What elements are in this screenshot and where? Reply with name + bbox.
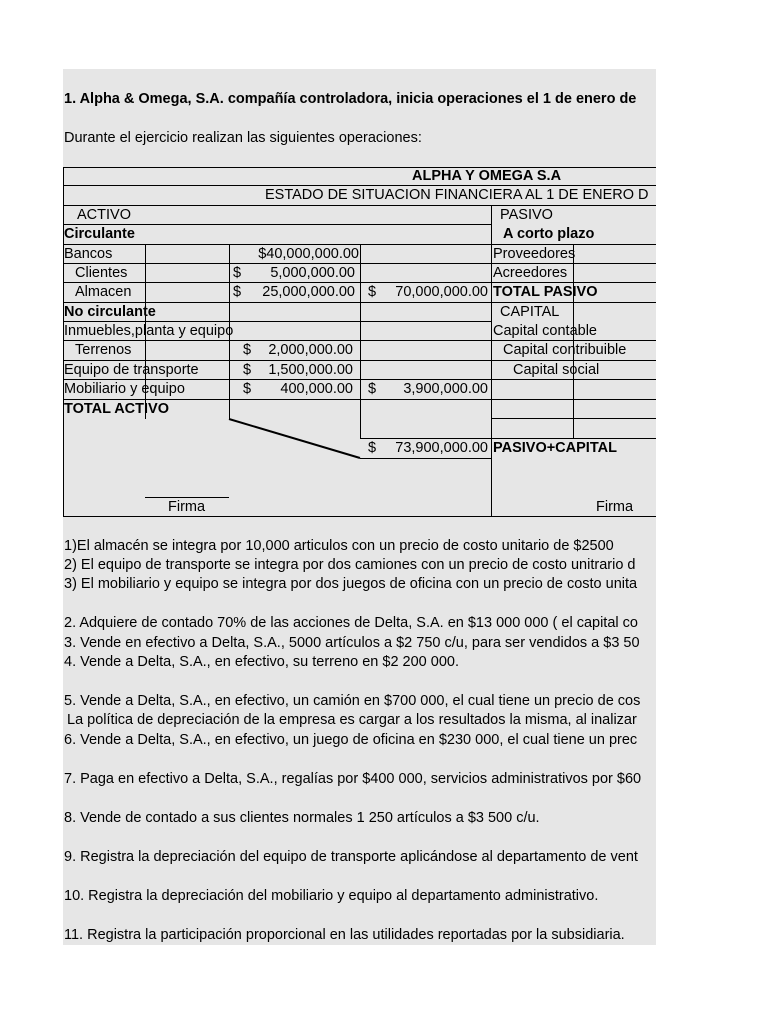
grand-total-amount: 73,900,000.00 bbox=[395, 440, 488, 456]
note-2: 2) El equipo de transporte se integra por dos camiones con un precio de costo unitrario d bbox=[64, 557, 636, 573]
grand-total-currency: $ bbox=[368, 440, 377, 456]
bancos-amount: $40,000,000.00 bbox=[258, 246, 359, 262]
no-circulante-label: No circulante bbox=[64, 304, 156, 320]
terrenos-amount: 2,000,000.00 bbox=[268, 342, 353, 358]
operation-9: 9. Registra la depreciación del equipo de transporte aplicándose al departamento de vent bbox=[64, 849, 638, 865]
spreadsheet-sheet bbox=[63, 69, 656, 945]
company-title: ALPHA Y OMEGA S.A bbox=[412, 168, 562, 184]
exercise-heading: 1. Alpha & Omega, S.A. compañía controladora, inicia operaciones el 1 de enero de bbox=[64, 91, 637, 107]
mobiliario-label: Mobiliario y equipo bbox=[64, 381, 185, 397]
operation-8: 8. Vende de contado a sus clientes normales 1 250 artículos a $3 500 c/u. bbox=[64, 810, 540, 826]
terrenos-currency: $ bbox=[243, 342, 252, 358]
equipo-transporte-currency: $ bbox=[243, 362, 252, 378]
mobiliario-amount: 400,000.00 bbox=[280, 381, 353, 397]
acreedores-label: Acreedores bbox=[493, 265, 568, 281]
no-circulante-total-currency: $ bbox=[368, 381, 377, 397]
activo-label: ACTIVO bbox=[77, 207, 131, 223]
capital-label: CAPITAL bbox=[500, 304, 560, 320]
operation-11: 11. Registra la participación proporcional en las utilidades reportadas por la subsidiaria. bbox=[64, 927, 625, 943]
operation-4: 4. Vende a Delta, S.A., en efectivo, su terreno en $2 200 000. bbox=[64, 654, 459, 670]
note-3: 3) El mobiliario y equipo se integra por dos juegos de oficina con un precio de costo unita bbox=[64, 576, 638, 592]
statement-subtitle: ESTADO DE SITUACION FINANCIERA AL 1 DE ENERO D bbox=[265, 187, 649, 203]
total-activo-label: TOTAL ACTIVO bbox=[64, 401, 169, 417]
inmuebles-label: Inmuebles,planta y equipo bbox=[64, 323, 234, 339]
operation-5-depreciation-policy: La política de depreciación de la empresa es cargar a los resultados la misma, al inalizar bbox=[67, 712, 637, 728]
firma-right-label: Firma bbox=[596, 499, 634, 515]
operation-10: 10. Registra la depreciación del mobiliario y equipo al departamento administrativo. bbox=[64, 888, 599, 904]
equipo-transporte-label: Equipo de transporte bbox=[64, 362, 199, 378]
clientes-currency: $ bbox=[233, 265, 242, 281]
circulante-total-currency: $ bbox=[368, 284, 377, 300]
clientes-label: Clientes bbox=[75, 265, 128, 281]
terrenos-label: Terrenos bbox=[75, 342, 132, 358]
almacen-amount: 25,000,000.00 bbox=[262, 284, 355, 300]
pasivo-label: PASIVO bbox=[500, 207, 553, 223]
bancos-label: Bancos bbox=[64, 246, 113, 262]
intro-text: Durante el ejercicio realizan las siguientes operaciones: bbox=[64, 130, 422, 146]
operation-3: 3. Vende en efectivo a Delta, S.A., 5000 artículos a $2 750 c/u, para ser vendidos a $3 50 bbox=[64, 635, 640, 651]
no-circulante-total-amount: 3,900,000.00 bbox=[403, 381, 488, 397]
operation-5: 5. Vende a Delta, S.A., en efectivo, un camión en $700 000, el cual tiene un precio de cos bbox=[64, 693, 641, 709]
operation-6: 6. Vende a Delta, S.A., en efectivo, un juego de oficina en $230 000, el cual tiene un prec bbox=[64, 732, 638, 748]
pasivo-capital-label: PASIVO+CAPITAL bbox=[493, 440, 617, 456]
capital-contribuible-label: Capital contribuible bbox=[503, 342, 627, 358]
clientes-amount: 5,000,000.00 bbox=[270, 265, 355, 281]
equipo-transporte-amount: 1,500,000.00 bbox=[268, 362, 353, 378]
almacen-currency: $ bbox=[233, 284, 242, 300]
almacen-label: Almacen bbox=[75, 284, 132, 300]
corto-plazo-label: A corto plazo bbox=[503, 226, 595, 242]
firma-left-label: Firma bbox=[168, 499, 206, 515]
mobiliario-currency: $ bbox=[243, 381, 252, 397]
circulante-total-amount: 70,000,000.00 bbox=[395, 284, 488, 300]
circulante-label: Circulante bbox=[64, 226, 135, 242]
operation-2: 2. Adquiere de contado 70% de las acciones de Delta, S.A. en $13 000 000 ( el capital co bbox=[64, 615, 638, 631]
capital-contable-label: Capital contable bbox=[493, 323, 597, 339]
proveedores-label: Proveedores bbox=[493, 246, 576, 262]
note-1: 1)El almacén se integra por 10,000 articulos con un precio de costo unitario de $2500 bbox=[64, 538, 614, 554]
total-pasivo-label: TOTAL PASIVO bbox=[493, 284, 598, 300]
capital-social-label: Capital social bbox=[513, 362, 600, 378]
operation-7: 7. Paga en efectivo a Delta, S.A., regalías por $400 000, servicios administrativos por $60 bbox=[64, 771, 642, 787]
